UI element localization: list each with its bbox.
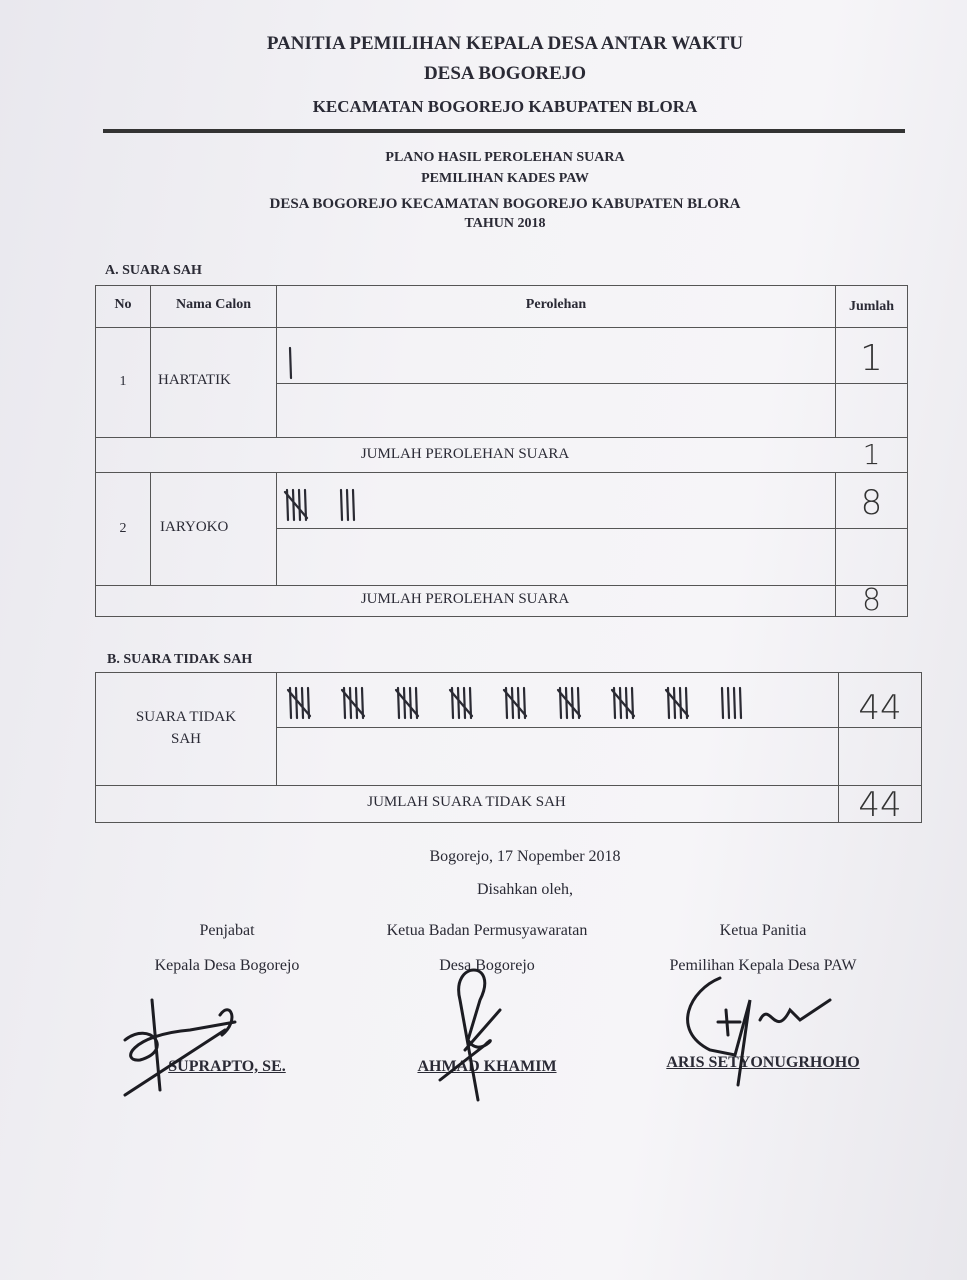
invalid-label-line2: SAH — [170, 731, 201, 747]
signatory-1-name: SUPRAPTO, SE. — [168, 1058, 286, 1075]
invalid-subtotal: 44 — [858, 785, 902, 825]
subheader-line3: DESA BOGOREJO KECAMATAN BOGOREJO KABUPATEN BLORA — [269, 196, 741, 212]
header-title: PANITIA PEMILIHAN KEPALA DESA ANTAR WAKTU — [266, 33, 744, 54]
candidate-1-name: HARTATIK — [158, 372, 231, 388]
col-no: No — [114, 297, 132, 312]
header-district: KECAMATAN BOGOREJO KABUPATEN BLORA — [312, 97, 698, 116]
candidate-1-no: 1 — [119, 374, 127, 389]
subheader-line2: PEMILIHAN KADES PAW — [421, 171, 589, 186]
signatory-1-title2: Kepala Desa Bogorejo — [154, 957, 300, 974]
signatory-2-title1: Ketua Badan Permusyawaratan — [386, 922, 588, 939]
signatory-2-name: AHMAD KHAMIM — [417, 1058, 557, 1075]
place-date: Bogorejo, 17 Nopember 2018 — [429, 848, 621, 865]
subheader-line4: TAHUN 2018 — [464, 216, 546, 231]
signatory-3-title1: Ketua Panitia — [719, 922, 807, 939]
signature-1 — [125, 1000, 235, 1095]
section-b-title: B. SUARA TIDAK SAH — [107, 652, 253, 667]
candidate-2-subtotal: 8 — [861, 583, 882, 618]
candidate-2-name: IARYOKO — [160, 519, 229, 535]
signatory-1-title1: Penjabat — [199, 922, 255, 939]
candidate-2-subtotal-label: JUMLAH PEROLEHAN SUARA — [360, 591, 570, 607]
subheader-line1: PLANO HASIL PEROLEHAN SUARA — [385, 150, 625, 165]
section-a-title: A. SUARA SAH — [105, 263, 202, 278]
header-village: DESA BOGOREJO — [423, 63, 587, 84]
candidate-1-subtotal: 1 — [862, 438, 881, 471]
candidate-1-total: 1 — [860, 338, 883, 379]
invalid-total: 44 — [858, 688, 902, 728]
col-votes: Perolehan — [525, 297, 587, 312]
invalid-label-line1: SUARA TIDAK — [135, 709, 237, 725]
invalid-subtotal-label: JUMLAH SUARA TIDAK SAH — [367, 794, 566, 810]
signatory-3-title2: Pemilihan Kepala Desa PAW — [669, 957, 857, 974]
candidate-2-no: 2 — [119, 521, 127, 536]
signature-3 — [688, 978, 830, 1085]
signatory-3-name: ARIS SETYONUGRHOHO — [666, 1054, 860, 1071]
approved-by: Disahkan oleh, — [477, 881, 573, 898]
col-total: Jumlah — [848, 299, 895, 314]
candidate-2-total: 8 — [860, 483, 883, 523]
candidate-1-subtotal-label: JUMLAH PEROLEHAN SUARA — [360, 446, 570, 462]
signatory-2-title2: Desa Bogorejo — [439, 957, 535, 974]
col-name: Nama Calon — [175, 297, 252, 312]
signature-2 — [440, 970, 500, 1100]
